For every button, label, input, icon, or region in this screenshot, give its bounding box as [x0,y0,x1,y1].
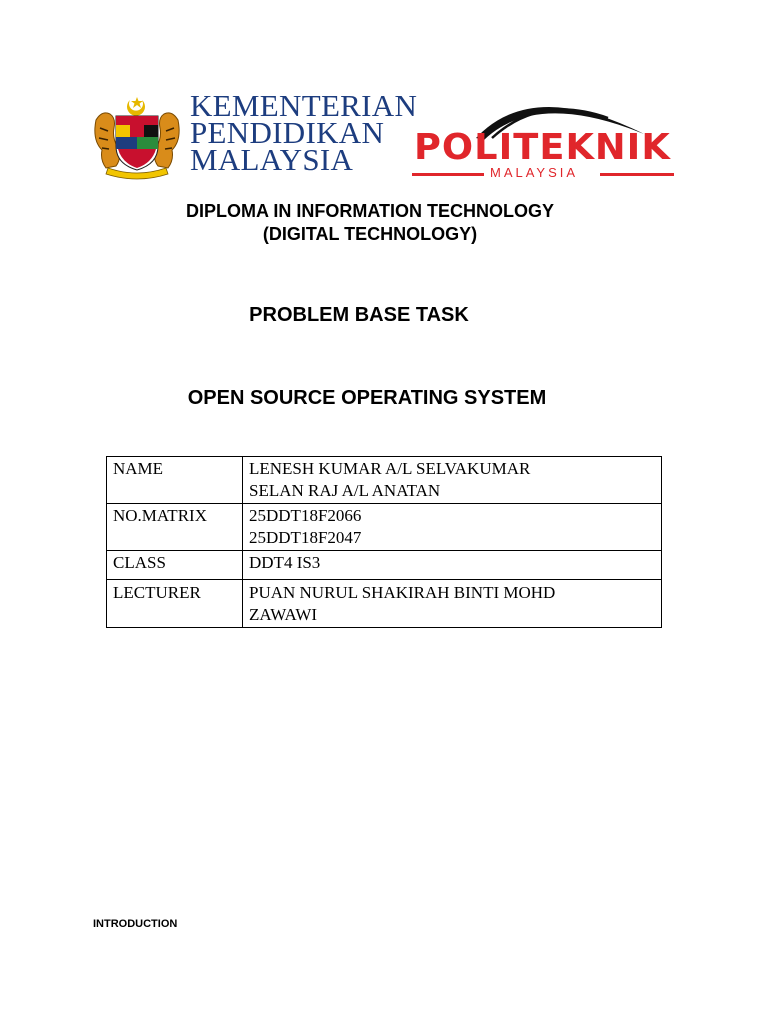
kpm-wordmark [190,88,418,177]
coat-of-arms-icon [92,94,182,180]
politeknik-wordmark: POLITEKNIK [414,127,671,168]
value-line: DDT4 IS3 [249,553,321,572]
row-label: NO.MATRIX [107,504,243,551]
table-row [107,551,662,580]
task-title: PROBLEM BASE TASK [249,304,469,326]
row-value [243,580,662,628]
politeknik-subtitle: MALAYSIA [490,165,579,180]
value-line: 25DDT18F2047 [249,528,362,547]
programme-title [0,200,754,246]
value-line: SELAN RAJ A/L ANATAN [249,481,441,500]
table-row [107,457,662,504]
value-line: PUAN NURUL SHAKIRAH BINTI MOHD [249,583,556,602]
programme-line-1: DIPLOMA IN INFORMATION TECHNOLOGY [186,201,554,221]
row-value [243,457,662,504]
politeknik-rule-left [412,173,484,176]
kpm-line-1: KEMENTERIAN [190,88,418,123]
section-heading-introduction: INTRODUCTION [93,918,178,930]
value-line: 25DDT18F2066 [249,506,362,525]
value-line: ZAWAWI [249,605,318,624]
row-label: LECTURER [107,580,243,628]
table-row [107,580,662,628]
kpm-line-3: MALAYSIA [190,142,354,177]
row-value [243,551,662,580]
kpm-logo [92,88,418,182]
politeknik-logo [412,84,678,184]
row-label: CLASS [107,551,243,580]
kpm-line-2: PENDIDIKAN [190,115,385,150]
politeknik-rule-right [600,173,674,176]
subject-title: OPEN SOURCE OPERATING SYSTEM [187,387,547,409]
row-value [243,504,662,551]
row-label: NAME [107,457,243,504]
table-row [107,504,662,551]
programme-line-2: (DIGITAL TECHNOLOGY) [262,224,478,244]
value-line: LENESH KUMAR A/L SELVAKUMAR [249,459,531,478]
student-info-table [106,456,662,628]
